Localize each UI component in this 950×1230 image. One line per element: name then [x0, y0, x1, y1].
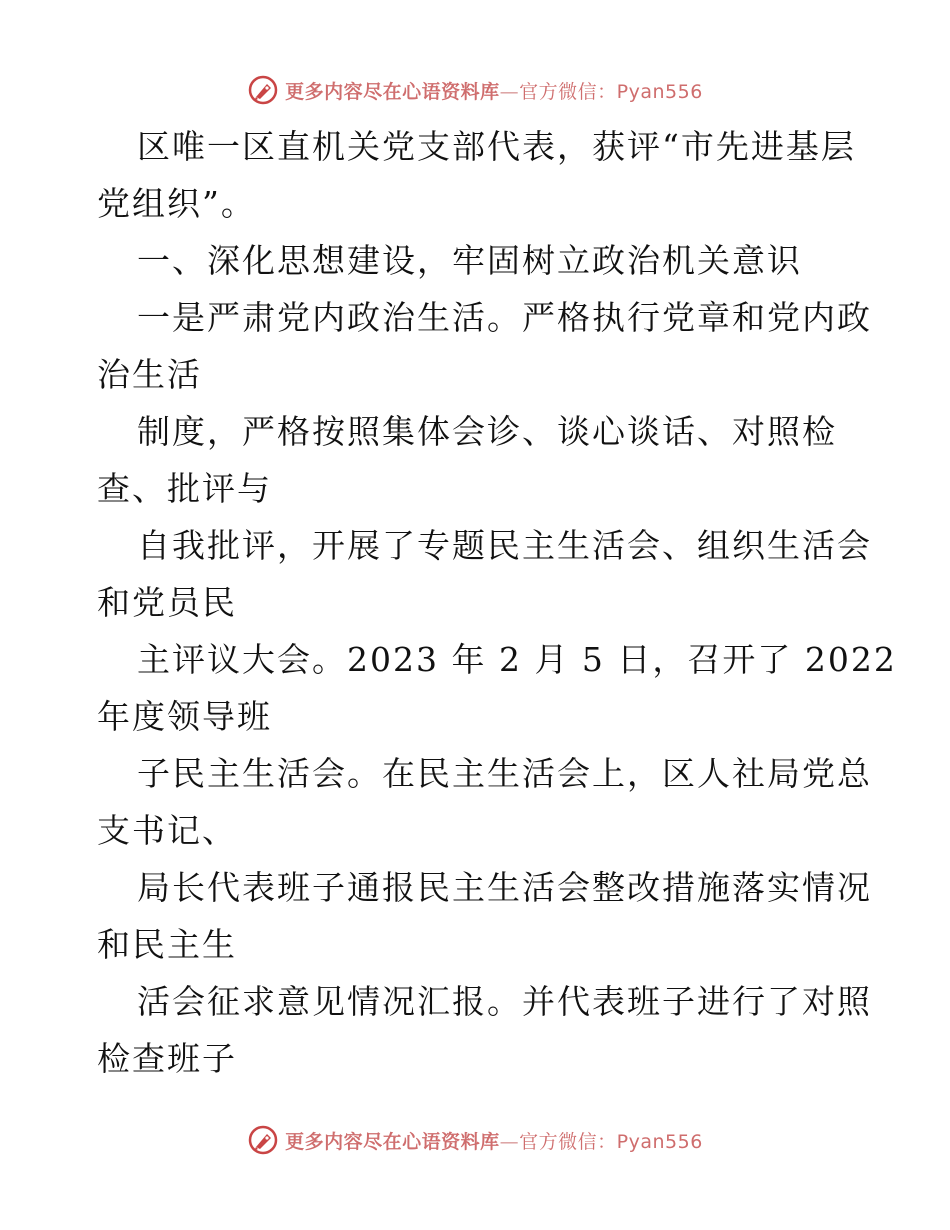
document-body — [97, 118, 897, 1087]
text-line: 和党员民 — [97, 583, 237, 622]
pen-nib-logo-icon — [247, 74, 279, 106]
text-line: 局长代表班子通报民主生活会整改措施落实情况 — [137, 868, 872, 907]
watermark-text — [285, 77, 703, 104]
text-line: 子民主生活会。在民主生活会上，区人社局党总 — [137, 754, 872, 793]
text-line: 和民主生 — [97, 925, 237, 964]
text-line: 区唯一区直机关党支部代表，获评“市先进基层 — [137, 127, 856, 166]
watermark-contact-text: 官方微信：Pyan556 — [519, 80, 703, 103]
text-line: 查、批评与 — [97, 469, 272, 508]
text-line: 自我批评，开展了专题民主生活会、组织生活会 — [137, 526, 872, 565]
watermark-dash: — — [499, 1130, 520, 1153]
text-line: 党组织”。 — [97, 184, 256, 223]
text-line: 制度，严格按照集体会诊、谈心谈话、对照检 — [137, 412, 837, 451]
header-watermark — [0, 70, 950, 110]
text-line: 主评议大会。2023 年 2 月 5 日，召开了 2022 — [137, 640, 897, 679]
watermark-main-text: 更多内容尽在心语资料库 — [285, 1130, 500, 1153]
footer-watermark — [0, 1120, 950, 1160]
text-line: 治生活 — [97, 355, 202, 394]
text-line: 年度领导班 — [97, 697, 272, 736]
pen-nib-logo-icon — [247, 1124, 279, 1156]
text-line: 一是严肃党内政治生活。严格执行党章和党内政 — [137, 298, 872, 337]
text-line: 活会征求意见情况汇报。并代表班子进行了对照 — [137, 982, 872, 1021]
watermark-dash: — — [499, 80, 520, 103]
watermark-main-text: 更多内容尽在心语资料库 — [285, 80, 500, 103]
text-line: 支书记、 — [97, 811, 237, 850]
watermark-contact-text: 官方微信：Pyan556 — [519, 1130, 703, 1153]
text-line: 检查班子 — [97, 1039, 237, 1078]
text-line: 一、深化思想建设，牢固树立政治机关意识 — [137, 241, 802, 280]
watermark-text — [285, 1127, 703, 1154]
